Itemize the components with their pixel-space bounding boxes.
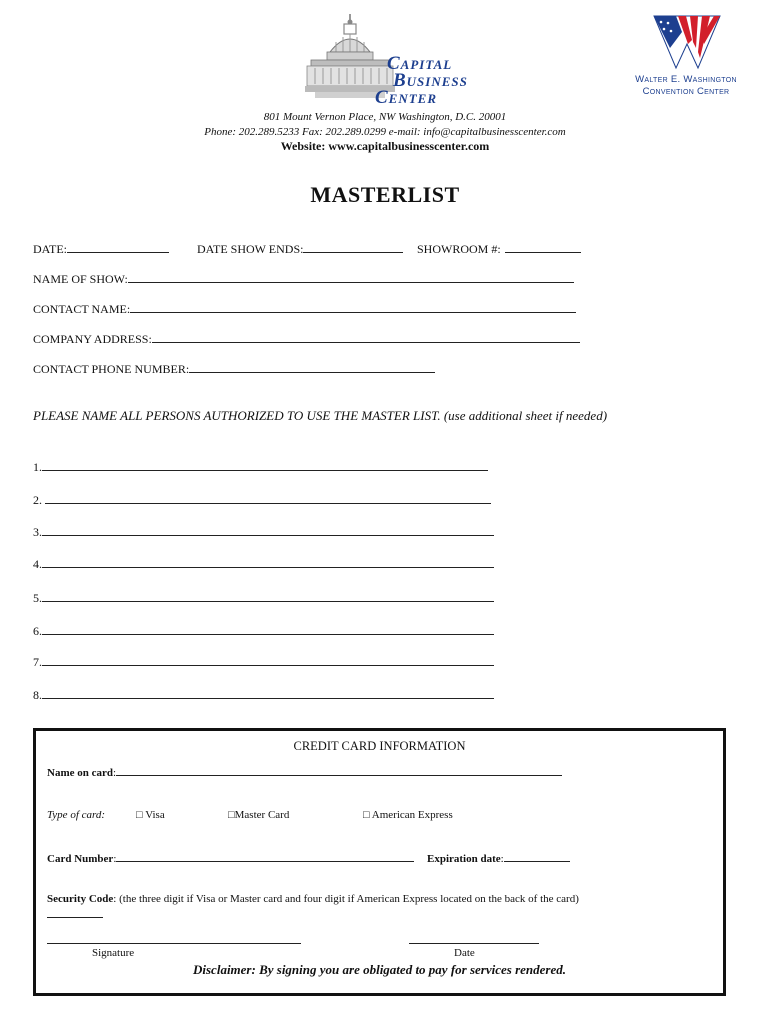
person-line-5[interactable]: 5. (33, 589, 494, 606)
company-address-label: COMPANY ADDRESS: (33, 332, 152, 346)
cbc-logo (305, 12, 505, 107)
date-show-ends-field[interactable] (197, 240, 403, 257)
type-of-card-label: Type of card: (47, 809, 106, 821)
expiration-date-label: Expiration date (427, 853, 501, 865)
showroom-field[interactable] (417, 240, 581, 257)
logo-line-capital: Capital (387, 53, 453, 74)
wewcc-line1: Walter E. Washington (635, 74, 737, 85)
signature-label: Signature (92, 947, 135, 959)
person-line-1[interactable]: 1. (33, 458, 488, 475)
credit-card-heading: CREDIT CARD INFORMATION (293, 739, 466, 753)
page-title: MASTERLIST (310, 182, 460, 207)
person-line-6[interactable]: 6. (33, 622, 494, 639)
amex-checkbox[interactable]: □ American Express (363, 809, 453, 821)
contact-name-field[interactable] (33, 300, 576, 317)
showroom-label: SHOWROOM #: (417, 242, 501, 256)
contact-phone-label: CONTACT PHONE NUMBER: (33, 362, 190, 376)
visa-checkbox[interactable]: □ Visa (136, 809, 165, 821)
name-on-card-label: Name on card (47, 767, 113, 779)
wewcc-line2: Convention Center (642, 86, 730, 97)
name-on-card-field[interactable]: Name on card: (47, 765, 562, 779)
company-address-field[interactable] (33, 330, 580, 347)
card-number-field[interactable]: Card Number: (47, 851, 414, 865)
date-signature-line[interactable] (409, 933, 539, 944)
security-code-text (47, 893, 579, 905)
person-line-3[interactable]: 3. (33, 523, 494, 540)
wewcc-logo (626, 14, 746, 102)
security-code-input-line[interactable] (47, 907, 103, 918)
person-line-8[interactable]: 8. (33, 686, 494, 703)
security-code-description: : (the three digit if Visa or Master card and four digit if American Express located on the back of the card) (113, 893, 579, 905)
contact-name-label: CONTACT NAME: (33, 302, 131, 316)
date-field[interactable] (33, 240, 169, 257)
security-code-label: Security Code (47, 893, 114, 905)
date-label: DATE: (33, 242, 67, 256)
disclaimer-text: Disclaimer: By signing you are obligated to pay for services rendered. (193, 962, 566, 977)
person-line-2[interactable]: 2. (33, 491, 491, 508)
contact-line: Phone: 202.289.5233 Fax: 202.289.0299 e-mail: info@capitalbusinesscenter.com (204, 126, 566, 138)
logo-line-center: Center (375, 87, 438, 108)
signature-line[interactable] (47, 933, 301, 944)
contact-phone-field[interactable] (33, 360, 435, 377)
date-label-signature: Date (454, 947, 475, 959)
instruction-text: PLEASE NAME ALL PERSONS AUTHORIZED TO USE THE MASTER LIST. (use additional sheet if needed) (33, 408, 608, 423)
logo-line-business: Business (393, 70, 468, 91)
person-line-4[interactable]: 4. (33, 555, 494, 572)
card-number-label: Card Number (47, 853, 114, 865)
person-line-7[interactable]: 7. (33, 653, 494, 670)
name-of-show-label: NAME OF SHOW: (33, 272, 128, 286)
address-line: 801 Mount Vernon Place, NW Washington, D.C. 20001 (263, 111, 507, 123)
credit-card-box (33, 728, 726, 996)
flag-w-icon (652, 14, 722, 70)
name-of-show-field[interactable] (33, 270, 574, 287)
expiration-date-field[interactable]: Expiration date: (427, 851, 570, 865)
mastercard-checkbox[interactable]: □Master Card (228, 809, 290, 821)
website-line: Website: www.capitalbusinesscenter.com (280, 139, 490, 153)
date-show-ends-label: DATE SHOW ENDS: (197, 242, 304, 256)
